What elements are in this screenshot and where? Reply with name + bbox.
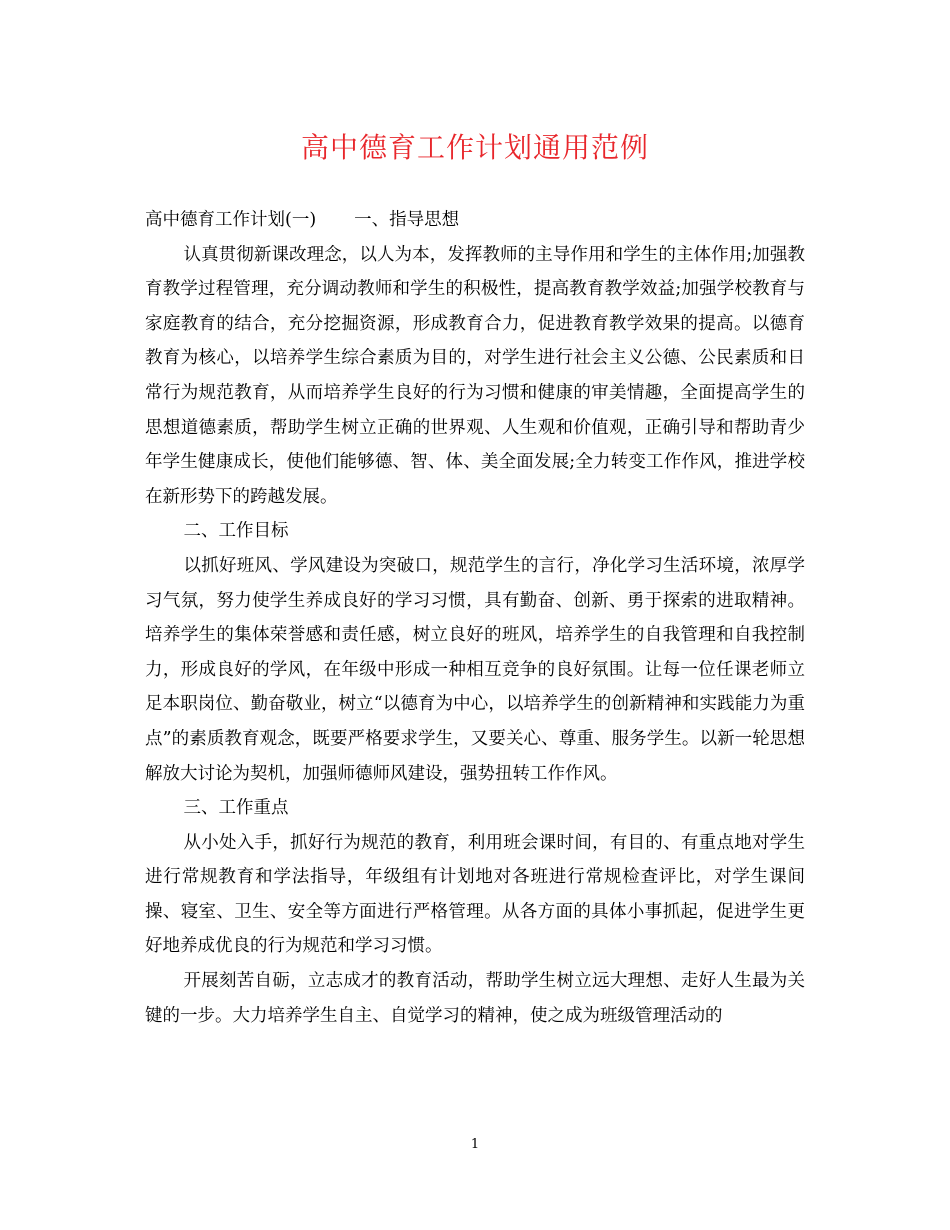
document-body (145, 203, 805, 1033)
paragraph-work-focus-1: 从小处入手，抓好行为规范的教育，利用班会课时间，有目的、有重点地对学生进行常规教育和学法指导，年级组有计划地对各班进行常规检查评比，对学生课间操、寝室、卫生、安全等方面进行严格管理。从各方面的具体小事抓起，促进学生更好地养成优良的行为规范和学习习惯。 (145, 832, 805, 957)
page-number: 1 (470, 1137, 480, 1152)
document-title: 高中德育工作计划通用范例 (300, 131, 649, 164)
paragraph-work-focus-2: 开展刻苦自砺，立志成才的教育活动，帮助学生树立远大理想、走好人生最为关键的一步。大力培养学生自主、自觉学习的精神，使之成为班级管理活动的 (145, 971, 805, 1026)
plan-label: 高中德育工作计划(一) (145, 210, 317, 230)
section-heading-work-goals: 二、工作目标 (183, 521, 289, 542)
section-heading-guiding-thought: 一、指导思想 (354, 210, 460, 230)
section-heading-work-focus: 三、工作重点 (183, 798, 289, 819)
paragraph-work-goals: 以抓好班风、学风建设为突破口，规范学生的言行，净化学习生活环境，浓厚学习气氛，努力使学生养成良好的学习习惯，具有勤奋、创新、勇于探索的进取精神。培养学生的集体荣誉感和责任感，树立良好的班风，培养学生的自我管理和自我控制力，形成良好的学风，在年级中形成一种相互竞争的良好氛围。让每一位任课老师立足本职岗位、勤奋敬业，树立“以德育为中心，以培养学生的创新精神和实践能力为重点”的素质教育观念，既要严格要求学生，又要关心、尊重、服务学生。以新一轮思想解放大讨论为契机，加强师德师风建设，强势扭转工作作风。 (145, 555, 805, 784)
paragraph-guiding-thought: 认真贯彻新课改理念，以人为本，发挥教师的主导作用和学生的主体作用;加强教育教学过程管理，充分调动教师和学生的积极性，提高教育教学效益;加强学校教育与家庭教育的结合，充分挖掘资源，形成教育合力，促进教育教学效果的提高。以德育教育为核心，以培养学生综合素质为目的，对学生进行社会主义公德、公民素质和日常行为规范教育，从而培养学生良好的行为习惯和健康的审美情趣，全面提高学生的思想道德素质，帮助学生树立正确的世界观、人生观和价值观，正确引导和帮助青少年学生健康成长，使他们能够德、智、体、美全面发展;全力转变工作作风，推进学校在新形势下的跨越发展。 (145, 244, 805, 507)
plan-heading-line (145, 203, 805, 238)
